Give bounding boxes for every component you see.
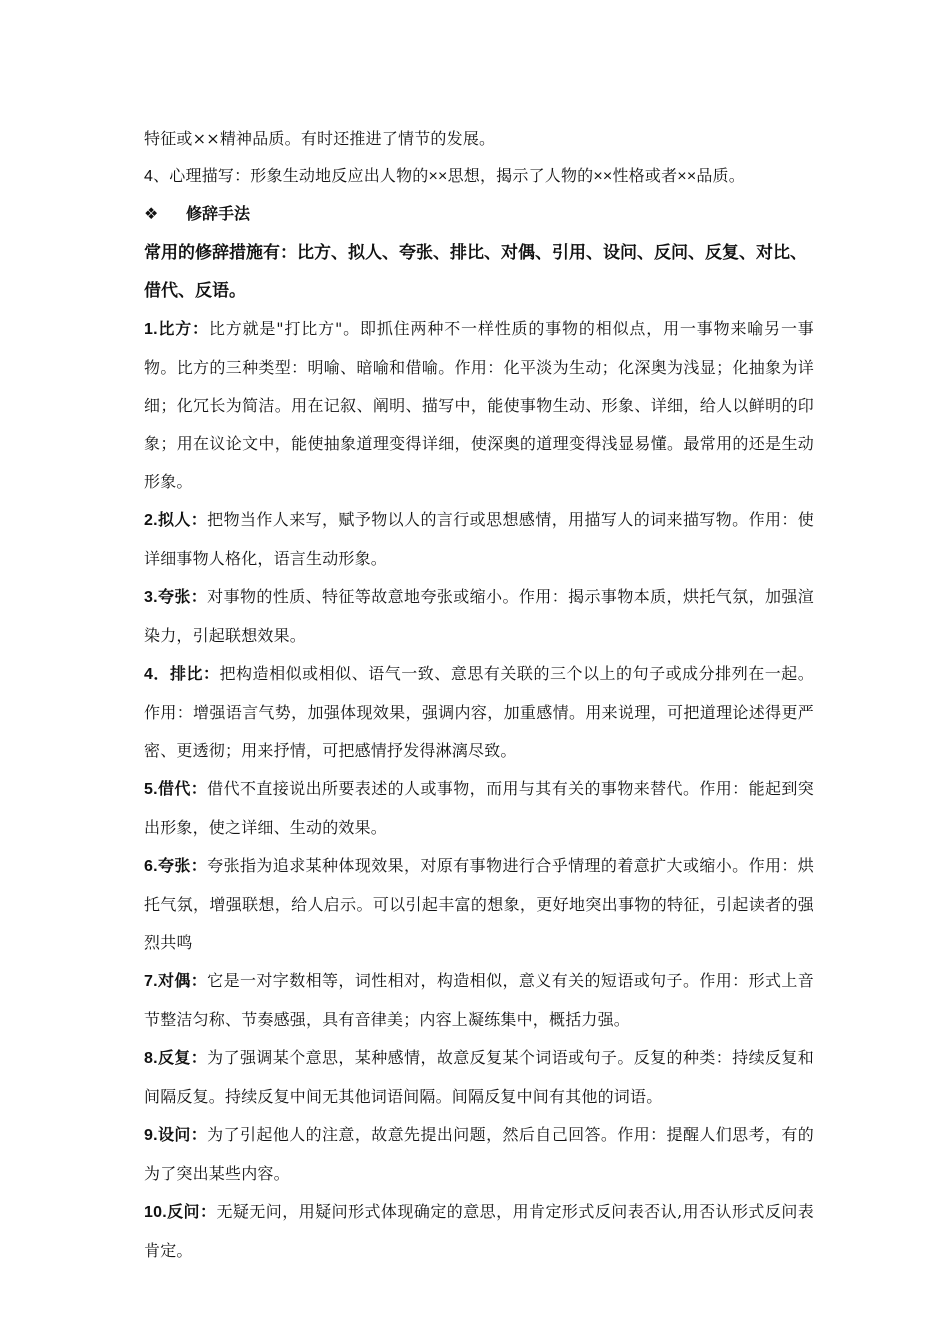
term-description: 把构造相似或相似、语气一致、意思有关联的三个以上的句子或成分排列在一起。作用：增强语言气势，加强体现效果，强调内容，加重感情。用来说理，可把道理论述得更严密、更透彻；用来抒情，可把感情抒发得淋漓尽致。 [144,664,814,760]
list-item-5 [144,770,814,847]
term-description: 为了引起他人的注意，故意先提出问题，然后自己回答。作用：提醒人们思考，有的为了突出某些内容。 [144,1125,814,1183]
list-item-9 [144,1116,814,1193]
term-label: 9.设问： [144,1127,208,1144]
diamond-bullet-icon: ❖ [144,206,159,223]
term-label: 2.拟人： [144,512,208,529]
term-description: 夸张指为追求某种体现效果，对原有事物进行合乎情理的着意扩大或缩小。作用：烘托气氛，增强联想，给人启示。可以引起丰富的想象，更好地突出事物的特征，引起读者的强烈共鸣 [144,856,814,952]
term-label: 10.反问： [144,1204,217,1221]
list-item-1 [144,310,814,501]
document-page [144,120,814,1270]
section-title: 修辞手法 [186,206,251,223]
list-item-10 [144,1193,814,1270]
intro-paragraph [144,234,814,310]
list-item-7 [144,962,814,1039]
term-description: 把物当作人来写，赋予物以人的言行或思想感情，用描写人的词来描写物。作用：使详细事物人格化，语言生动形象。 [144,510,814,568]
continued-paragraph [144,120,814,158]
term-label: 5.借代： [144,781,208,798]
term-label: 4．排比： [144,666,220,683]
section-heading [144,196,814,234]
term-description: 无疑无问，用疑问形式体现确定的意思，用肯定形式反问表否认,用否认形式反问表肯定。 [144,1202,814,1260]
list-item-2 [144,501,814,578]
term-label: 7.对偶： [144,973,208,990]
term-label: 3.夸张： [144,589,208,606]
term-description: 对事物的性质、特征等故意地夸张或缩小。作用：揭示事物本质，烘托气氛，加强渲染力，引起联想效果。 [144,587,814,645]
term-description: 为了强调某个意思，某种感情，故意反复某个词语或句子。反复的种类：持续反复和间隔反复。持续反复中间无其他词语间隔。间隔反复中间有其他的词语。 [144,1048,814,1106]
continued-text: 特征或××精神品质。有时还推进了情节的发展。 [144,129,496,148]
item-4-text: 4、心理描写：形象生动地反应出人物的××思想，揭示了人物的××性格或者××品质。 [144,168,745,185]
list-item-8 [144,1039,814,1116]
item-4-paragraph [144,158,814,196]
term-description: 借代不直接说出所要表述的人或事物，而用与其有关的事物来替代。作用：能起到突出形象，使之详细、生动的效果。 [144,779,814,837]
intro-text: 常用的修辞措施有：比方、拟人、夸张、排比、对偶、引用、设问、反问、反复、对比、借代、反语。 [144,243,807,300]
term-description: 比方就是"打比方"。即抓住两种不一样性质的事物的相似点，用一事物来喻另一事物。比方的三种类型：明喻、暗喻和借喻。作用：化平淡为生动；化深奥为浅显；化抽象为详细；化冗长为简洁。用在记叙、阐明、描写中，能使事物生动、形象、详细，给人以鲜明的印象；用在议论文中，能使抽象道理变得详细，使深奥的道理变得浅显易懂。最常用的还是生动形象。 [144,319,814,491]
term-description: 它是一对字数相等，词性相对，构造相似，意义有关的短语或句子。作用：形式上音节整洁匀称、节奏感强，具有音律美；内容上凝练集中，概括力强。 [144,971,814,1029]
term-label: 8.反复： [144,1050,208,1067]
term-label: 6.夸张： [144,858,208,875]
list-item-3 [144,578,814,655]
list-item-6 [144,847,814,962]
term-label: 1.比方： [144,321,209,338]
list-item-4 [144,655,814,770]
